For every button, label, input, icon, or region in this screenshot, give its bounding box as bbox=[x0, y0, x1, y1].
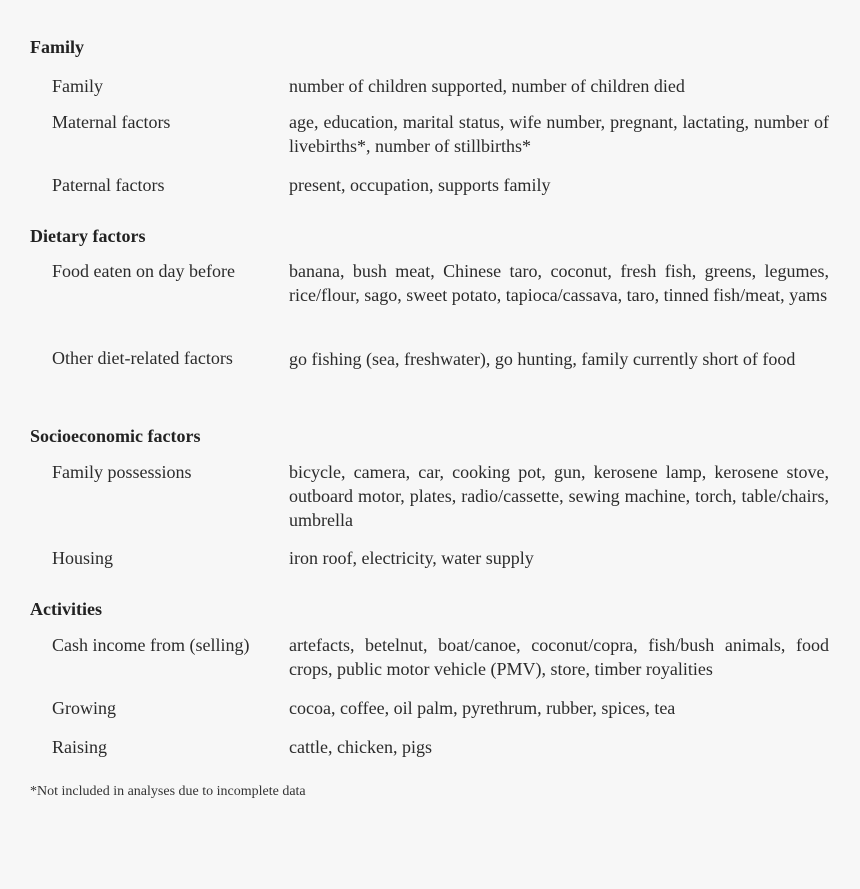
row-label-raising: Raising bbox=[52, 737, 108, 757]
section-heading-activities: Activities bbox=[30, 599, 102, 619]
section-heading-dietary-factors: Dietary factors bbox=[30, 226, 146, 246]
row-label-other-diet: Other diet-related factors bbox=[52, 348, 233, 368]
row-value-housing: iron roof, electricity, water supply bbox=[289, 548, 534, 568]
row-value-growing: cocoa, coffee, oil palm, pyrethrum, rubber, spices, tea bbox=[289, 698, 676, 718]
table-footnote: *Not included in analyses due to incomplete data bbox=[30, 784, 306, 799]
row-value-paternal-factors: present, occupation, supports family bbox=[289, 175, 551, 195]
row-label-food-eaten: Food eaten on day before bbox=[52, 261, 235, 281]
row-label-housing: Housing bbox=[52, 548, 114, 568]
row-value-cash-income: artefacts, betelnut, boat/canoe, coconut/copra, fish/bush animals, food crops, public motor vehicle (PMV), store, timber royalities bbox=[289, 635, 829, 679]
section-heading-family: Family bbox=[30, 37, 84, 57]
row-label-cash-income: Cash income from (selling) bbox=[52, 635, 250, 655]
row-label-family-possessions: Family possessions bbox=[52, 462, 192, 482]
row-value-other-diet: go fishing (sea, freshwater), go hunting, family currently short of food bbox=[289, 349, 796, 369]
row-label-maternal-factors: Maternal factors bbox=[52, 112, 171, 132]
row-value-maternal-factors: age, education, marital status, wife number, pregnant, lactating, number of livebirths*, number of stillbirths* bbox=[289, 112, 829, 156]
section-heading-socioeconomic: Socioeconomic factors bbox=[30, 426, 201, 446]
row-label-growing: Growing bbox=[52, 698, 116, 718]
row-value-raising: cattle, chicken, pigs bbox=[289, 737, 432, 757]
row-label-family: Family bbox=[52, 76, 104, 96]
row-value-family-possessions: bicycle, camera, car, cooking pot, gun, kerosene lamp, kerosene stove, outboard motor, plates, radio/cassette, sewing machine, torch, table/chairs, umbrella bbox=[289, 462, 829, 530]
row-value-food-eaten: banana, bush meat, Chinese taro, coconut, fresh fish, greens, legumes, rice/flour, sago, sweet potato, tapioca/cassava, taro, tinned fish/meat, yams bbox=[289, 261, 829, 305]
row-value-family: number of children supported, number of children died bbox=[289, 76, 685, 96]
row-label-paternal-factors: Paternal factors bbox=[52, 175, 165, 195]
